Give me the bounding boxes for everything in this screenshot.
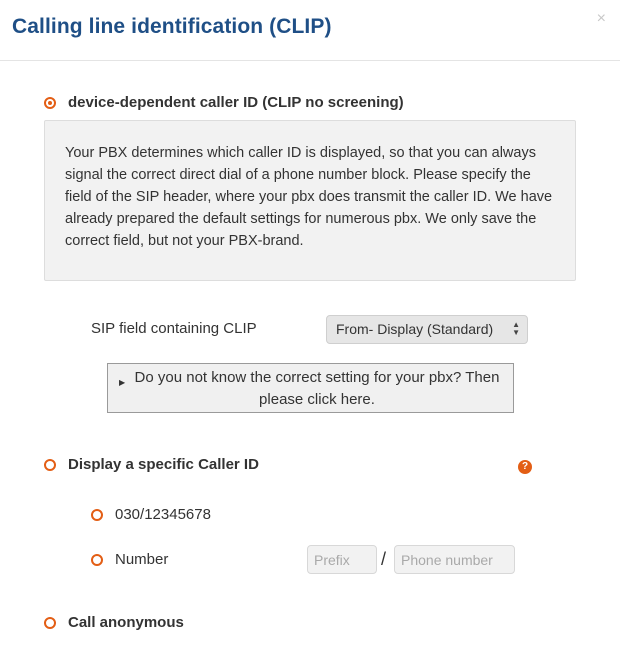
radio-fixed-number[interactable] [91, 509, 103, 521]
prefix-input[interactable]: Prefix [307, 545, 377, 574]
select-arrows-icon: ▲ ▼ [512, 320, 520, 337]
custom-number-label: Number [115, 551, 169, 568]
separator-slash: / [381, 549, 387, 569]
phone-number-input[interactable]: Phone number [394, 545, 515, 574]
triangle-right-icon: ▶ [119, 378, 126, 387]
radio-call-anonymous[interactable] [44, 617, 56, 629]
radio-custom-number[interactable] [91, 554, 103, 566]
option-device-dependent-label: device-dependent caller ID (CLIP no screening) [68, 94, 404, 111]
info-box [44, 120, 576, 281]
sip-field-select[interactable] [326, 315, 528, 344]
sip-field-label: SIP field containing CLIP [91, 320, 257, 337]
sip-field-selected-value: From- Display (Standard) [336, 321, 494, 337]
option-anonymous-label: Call anonymous [68, 614, 184, 631]
info-text: Your PBX determines which caller ID is displayed, so that you can always signal the correct direct dial of a phone number block. Please specify the field of the SIP header, where your pbx does transmit the caller ID. We have already prepared the default settings for numerous pbx. We only save the correct field, but not your PBX-brand. [65, 145, 553, 249]
help-toggle-button[interactable] [107, 363, 514, 413]
dialog-header [0, 0, 620, 61]
dialog-title: Calling line identification (CLIP) [12, 15, 332, 38]
help-toggle-text: Do you not know the correct setting for your pbx? Then please click here. [134, 369, 500, 408]
radio-device-dependent[interactable] [44, 97, 56, 109]
close-button[interactable]: × [596, 10, 606, 27]
radio-specific-caller-id[interactable] [44, 459, 56, 471]
question-icon[interactable]: ? [518, 460, 532, 474]
fixed-number-label: 030/12345678 [115, 506, 211, 523]
option-specific-label: Display a specific Caller ID [68, 456, 259, 473]
